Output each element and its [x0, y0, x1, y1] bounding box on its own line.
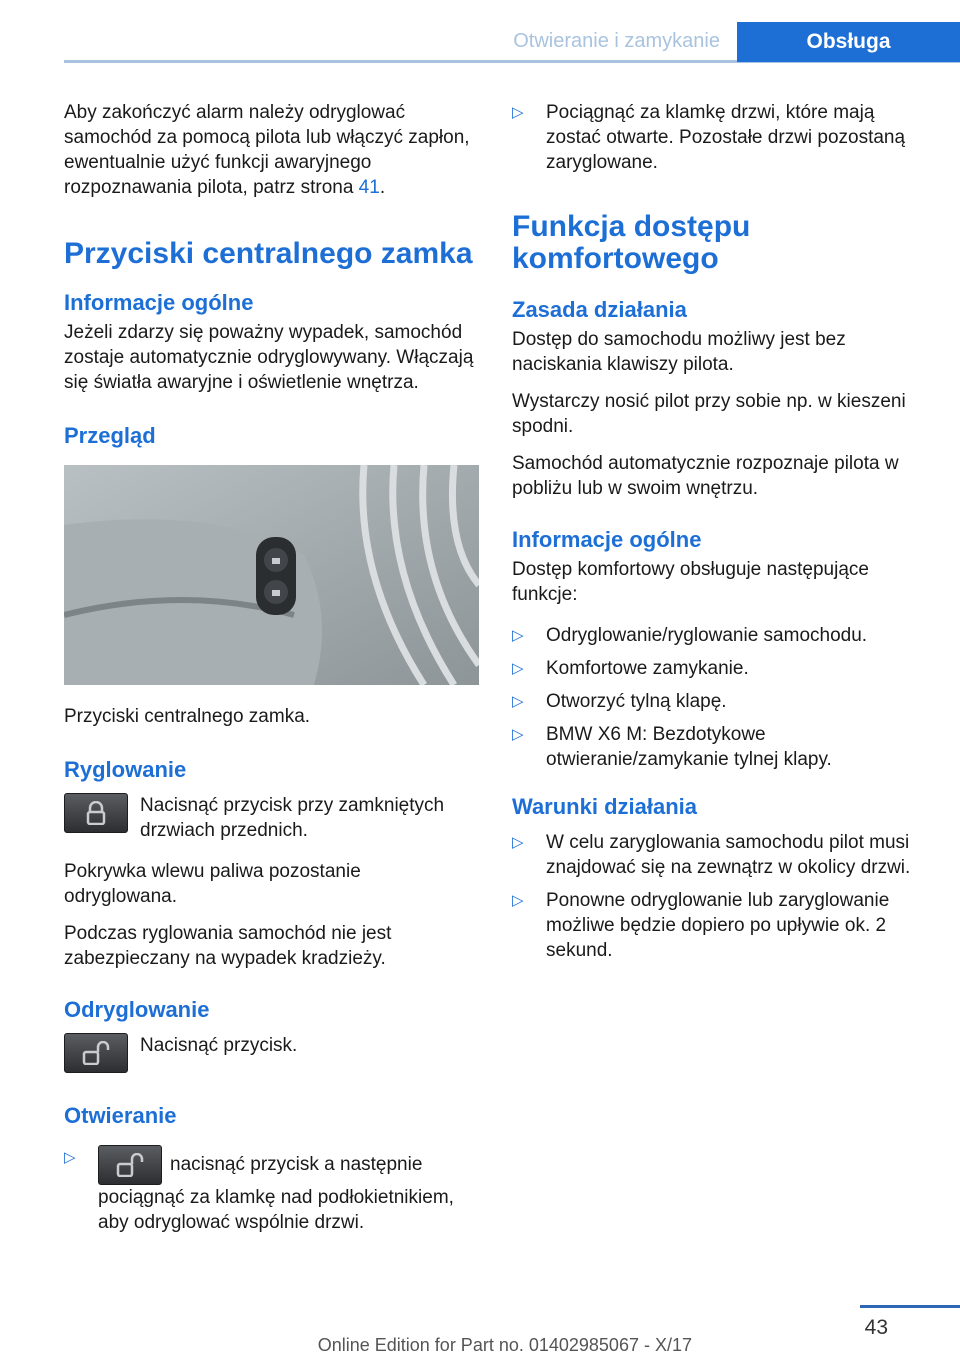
- intro-end: .: [379, 177, 386, 198]
- overview-heading: Przegląd: [64, 423, 156, 448]
- unlock-icon: [64, 1033, 128, 1073]
- conditions-list: [512, 830, 927, 963]
- header-tab[interactable]: Obsługa: [737, 22, 960, 62]
- theft-text: Podczas ryglowania samochód nie jest zabezpieczany na wypadek kradzieży.: [64, 923, 392, 969]
- functions-list: [512, 623, 927, 772]
- unlocking-heading: Odryglowanie: [64, 997, 210, 1022]
- function-item: Komfortowe zamykanie.: [546, 658, 749, 679]
- page-link[interactable]: 41: [358, 177, 380, 198]
- principle-heading: Zasada działania: [512, 297, 687, 322]
- triangle-bullet-icon: ▷: [512, 693, 524, 710]
- header-section-title: Otwieranie i zamykanie: [513, 30, 720, 52]
- list-item: [512, 623, 927, 648]
- opening-item-text: nacisnąć przycisk a następnie pociągnąć za klamkę nad podłokietnikiem, aby odryglować wspólnie drzwi.: [98, 1154, 454, 1233]
- edition-text: Online Edition for Part no. 01402985067 - X/17: [317, 1335, 692, 1355]
- comfort-access-heading: Funkcja dostępu komfortowego: [512, 210, 751, 275]
- intro-text: Aby zakończyć alarm należy odryglować samochód za pomocą pilota lub włączyć zapłon, ewentualnie użyć funkcji awaryjnego rozpoznawania pilota, patrz strona: [64, 102, 470, 198]
- locking-text: Nacisnąć przycisk przy zamkniętych drzwiach przednich.: [140, 795, 445, 841]
- page-number: 43: [864, 1316, 888, 1339]
- function-item: Otworzyć tylną klapę.: [546, 691, 727, 712]
- list-item: [512, 830, 927, 880]
- functions-intro: Dostęp komfortowy obsługuje następujące funkcje:: [512, 559, 869, 605]
- pull-item-text: Pociągnąć za klamkę drzwi, które mają zostać otwarte. Pozostałe drzwi pozostaną zaryglowane.: [546, 102, 906, 173]
- triangle-bullet-icon: ▷: [512, 726, 524, 743]
- opening-item-content: [98, 1145, 479, 1235]
- fuel-flap-text: Pokrywka wlewu paliwa pozostanie odryglowana.: [64, 861, 361, 907]
- principle-text-3: Samochód automatycznie rozpoznaje pilota w pobliżu lub w swoim wnętrzu.: [512, 453, 899, 499]
- general-info-text: Jeżeli zdarzy się poważny wypadek, samochód zostaje automatycznie odryglowywany. Włączają się światła awaryjne i oświetlenie wnętrza.: [64, 322, 474, 393]
- triangle-bullet-icon: ▷: [512, 104, 524, 121]
- triangle-bullet-icon: ▷: [64, 1149, 76, 1166]
- opening-list: [64, 1145, 479, 1235]
- unlocking-row: [64, 1033, 479, 1073]
- locking-row: [64, 793, 479, 843]
- condition-item: W celu zaryglowania samochodu pilot musi znajdować się na zewnątrz w okolicy drzwi.: [546, 832, 911, 878]
- list-item: [512, 888, 927, 963]
- list-item: [512, 689, 927, 714]
- general-info-heading-right: Informacje ogólne: [512, 527, 702, 552]
- unlocking-text: Nacisnąć przycisk.: [140, 1035, 298, 1056]
- condition-item: Ponowne odryglowanie lub zaryglowanie możliwe będzie dopiero po upływie ok. 2 sekund.: [546, 890, 890, 961]
- intro-paragraph: [64, 100, 479, 200]
- footer-rule: [860, 1305, 960, 1308]
- function-item: Odryglowanie/ryglowanie samochodu.: [546, 625, 868, 646]
- photo-caption: Przyciski centralnego zamka.: [64, 706, 311, 727]
- list-item: [512, 656, 927, 681]
- triangle-bullet-icon: ▷: [512, 834, 524, 851]
- triangle-bullet-icon: ▷: [512, 892, 524, 909]
- general-info-heading: Informacje ogólne: [64, 290, 254, 315]
- central-lock-heading: Przyciski centralnego zamka: [64, 237, 473, 270]
- left-column: [64, 100, 479, 1243]
- list-item: [512, 722, 927, 772]
- list-item: [64, 1145, 479, 1235]
- principle-text-1: Dostęp do samochodu możliwy jest bez naciskania klawiszy pilota.: [512, 329, 846, 375]
- pull-list: [512, 100, 927, 175]
- list-item: [512, 100, 927, 175]
- opening-heading: Otwieranie: [64, 1103, 177, 1128]
- function-item: BMW X6 M: Bezdotykowe otwieranie/zamykanie tylnej klapy.: [546, 724, 832, 770]
- door-panel-photo: [64, 465, 479, 685]
- locking-heading: Ryglowanie: [64, 757, 187, 782]
- triangle-bullet-icon: ▷: [512, 660, 524, 677]
- conditions-heading: Warunki działania: [512, 794, 698, 819]
- triangle-bullet-icon: ▷: [512, 627, 524, 644]
- principle-text-2: Wystarczy nosić pilot przy sobie np. w kieszeni spodni.: [512, 391, 906, 437]
- right-column: [512, 100, 927, 971]
- lock-icon: [64, 793, 128, 833]
- unlock-icon: [98, 1145, 162, 1185]
